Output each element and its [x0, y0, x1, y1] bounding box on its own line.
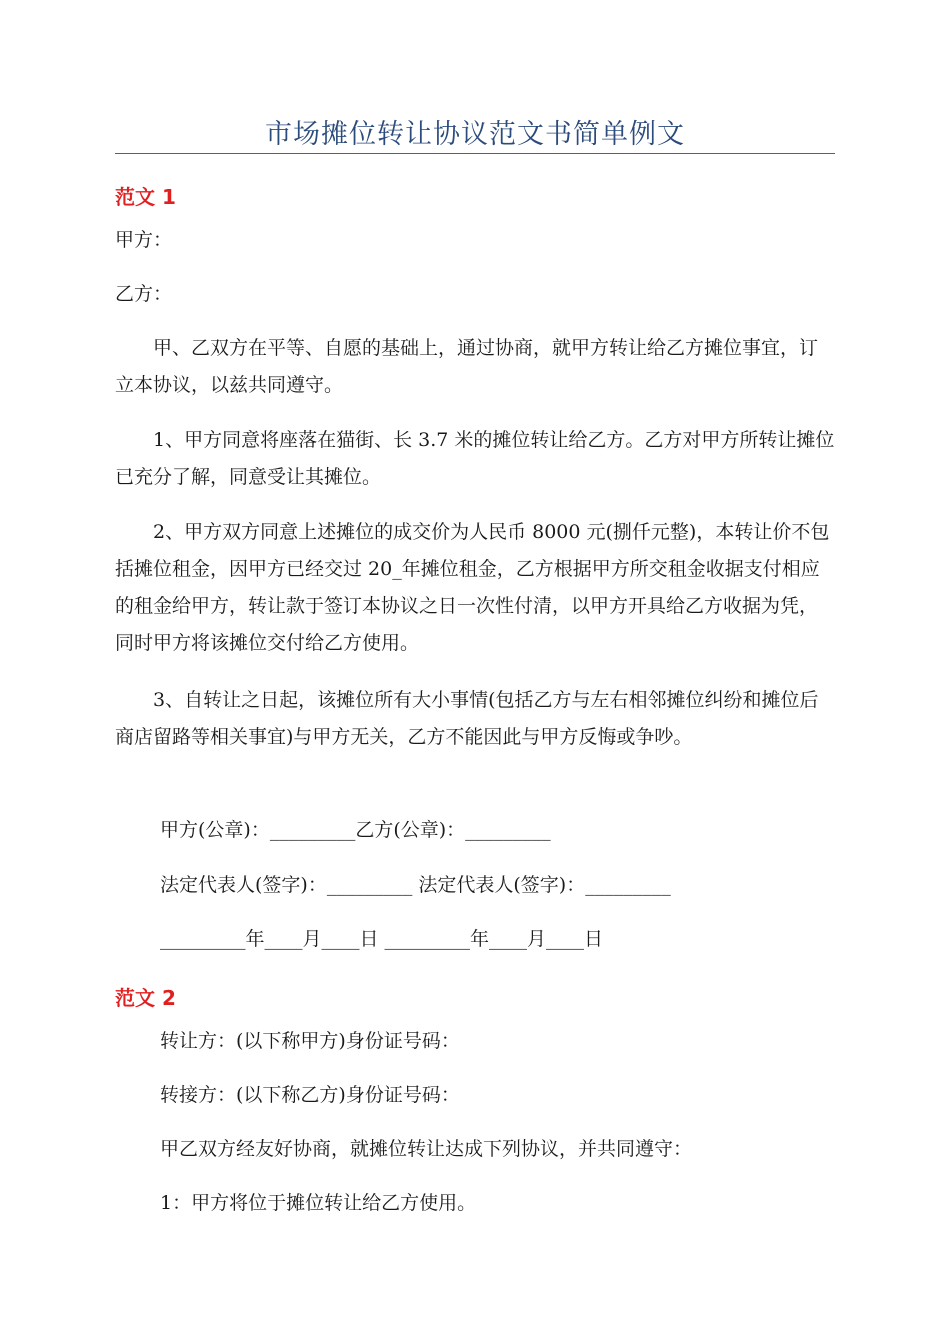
section-1-clause-1: 1、甲方同意将座落在猫街、长 3.7 米的摊位转让给乙方。乙方对甲方所转让摊位已充分了解，同意受让其摊位。: [115, 429, 835, 488]
section-1-intro: 甲、乙双方在平等、自愿的基础上，通过协商，就甲方转让给乙方摊位事宜，订立本协议，以兹共同遵守。: [115, 337, 819, 396]
signature-date-line: _________年____月____日 _________年____月____日: [160, 928, 604, 950]
title-underline: [115, 153, 835, 154]
signature-representative-line: 法定代表人(签字)：_________ 法定代表人(签字)：_________: [160, 874, 671, 896]
section-2-intro: 甲乙双方经友好协商，就摊位转让达成下列协议，并共同遵守：: [160, 1138, 693, 1160]
signature-seal-line: 甲方(公章)：_________乙方(公章)：_________: [160, 819, 551, 841]
section-1-clause-3: 3、自转让之日起，该摊位所有大小事情(包括乙方与左右相邻摊位纠纷和摊位后商店留路等相关事宜)与甲方无关，乙方不能因此与甲方反悔或争吵。: [115, 689, 819, 748]
section-2-heading: 范文 2: [115, 986, 176, 1010]
transferor-line: 转让方：(以下称甲方)身份证号码：: [160, 1030, 460, 1052]
section-2-clause-1: 1：甲方将位于摊位转让给乙方使用。: [160, 1192, 477, 1214]
section-1-heading: 范文 1: [115, 185, 176, 209]
section-1-clause-2: 2、甲方双方同意上述摊位的成交价为人民币 8000 元(捌仟元整)，本转让价不包括摊位租金，因甲方已经交过 20_年摊位租金，乙方根据甲方所交租金收据支付相应的租金给甲方，转让款于签订本协议之日一次性付清，以甲方开具给乙方收据为凭，同时甲方将该摊位交付给乙方使用。: [115, 521, 830, 654]
page-title: 市场摊位转让协议范文书简单例文: [265, 119, 685, 150]
party-a-label: 甲方：: [115, 229, 173, 251]
transferee-line: 转接方：(以下称乙方)身份证号码：: [160, 1084, 460, 1106]
party-b-label: 乙方：: [115, 283, 173, 305]
